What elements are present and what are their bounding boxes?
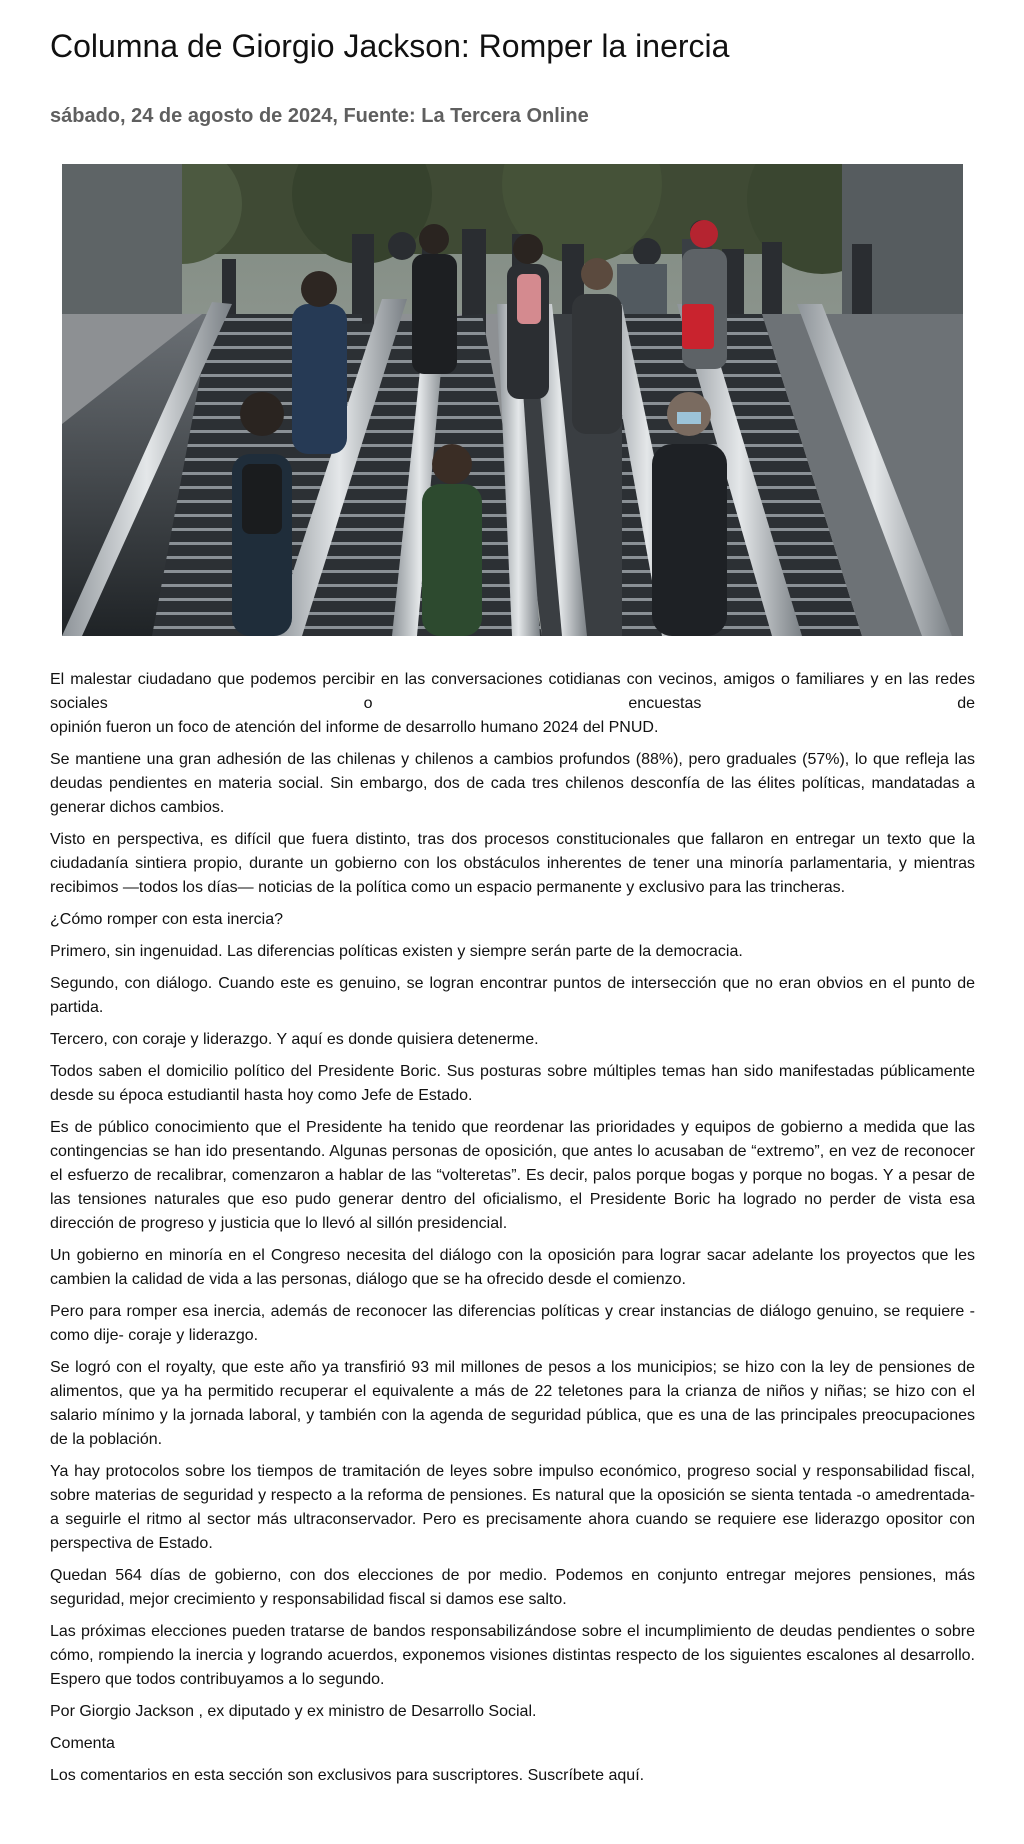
article-photo	[62, 164, 963, 636]
escalators-photo-illustration	[62, 164, 963, 636]
body-paragraph: Se mantiene una gran adhesión de las chilenas y chilenos a cambios profundos (88%), pero graduales (57%), lo que refleja las deudas pendientes en materia social. Sin embargo, dos de cada tres chilenos desconfía de las élites políticas, mandatadas a generar dichos cambios.	[50, 751, 975, 816]
body-paragraph: Segundo, con diálogo. Cuando este es genuino, se logran encontrar puntos de intersección que no eran obvios en el punto de partida.	[50, 975, 975, 1016]
body-paragraph: Quedan 564 días de gobierno, con dos elecciones de por medio. Podemos en conjunto entregar mejores pensiones, más seguridad, mejor crecimiento y responsabilidad fiscal si damos ese salto.	[50, 1567, 975, 1608]
body-paragraph: ¿Cómo romper con esta inercia?	[50, 911, 283, 928]
comments-heading: Comenta	[50, 1735, 115, 1752]
body-paragraph: Tercero, con coraje y liderazgo. Y aquí es donde quisiera detenerme.	[50, 1031, 539, 1048]
article-title: Columna de Giorgio Jackson: Romper la inercia	[50, 28, 730, 64]
body-paragraph: Es de público conocimiento que el Presidente ha tenido que reordenar las prioridades y equipos de gobierno a medida que las contingencias se han ido presentando. Algunas personas de oposición, que antes lo acusaban de “extremo”, en vez de reconocer el esfuerzo de recalibrar, comenzaron a hablar de las “volteretas”. Es decir, palos porque bogas y porque no bogas. Y a pesar de las tensiones naturales que eso pudo generar dentro del oficialismo, el Presidente Boric ha logrado no perder de vista esa dirección de progreso y justicia que lo llevó al sillón presidencial.	[50, 1119, 975, 1232]
body-paragraph: Se logró con el royalty, que este año ya transfirió 93 mil millones de pesos a los municipios; se hizo con la ley de pensiones de alimentos, que ya ha permitido recuperar el equivalente a más de 22 teletones para la crianza de niños y niñas; se hizo con el salario mínimo y la jornada laboral, y también con la agenda de seguridad pública, que es una de las principales preocupaciones de la población.	[50, 1359, 975, 1448]
body-paragraph: Primero, sin ingenuidad. Las diferencias políticas existen y siempre serán parte de la democracia.	[50, 943, 743, 960]
article-dateline: sábado, 24 de agosto de 2024, Fuente: La Tercera Online	[50, 105, 589, 127]
subscriber-notice: Los comentarios en esta sección son exclusivos para suscriptores. Suscríbete aquí.	[50, 1767, 645, 1784]
article-body	[50, 668, 975, 1796]
body-paragraph: Visto en perspectiva, es difícil que fuera distinto, tras dos procesos constitucionales que fallaron en entregar un texto que la ciudadanía sintiera propio, durante un gobierno con los obstáculos inherentes de tener una minoría parlamentaria, y mientras recibimos —todos los días— noticias de la política como un espacio permanente y exclusivo para las trincheras.	[50, 831, 975, 896]
author-line: Por Giorgio Jackson , ex diputado y ex ministro de Desarrollo Social.	[50, 1703, 537, 1720]
body-paragraph: Ya hay protocolos sobre los tiempos de tramitación de leyes sobre impulso económico, progreso social y responsabilidad fiscal, sobre materias de seguridad y respecto a la reforma de pensiones. Es natural que la oposición se sienta tentada -o amedrentada- a seguirle el ritmo al sector más ultraconservador. Pero es precisamente ahora cuando se requiere ese liderazgo opositor con perspectiva de Estado.	[50, 1463, 975, 1552]
body-paragraph: Un gobierno en minoría en el Congreso necesita del diálogo con la oposición para lograr sacar adelante los proyectos que les cambien la calidad de vida a las personas, diálogo que se ha ofrecido desde el comienzo.	[50, 1247, 975, 1288]
body-paragraph: Las próximas elecciones pueden tratarse de bandos responsabilizándose sobre el incumplimiento de deudas pendientes o sobre cómo, rompiendo la inercia y logrando acuerdos, exponemos visiones distintas respecto de los siguientes escalones al desarrollo. Espero que todos contribuyamos a lo segundo.	[50, 1623, 975, 1688]
body-paragraph: Pero para romper esa inercia, además de reconocer las diferencias políticas y crear instancias de diálogo genuino, se requiere -como dije- coraje y liderazgo.	[50, 1303, 975, 1344]
intro-line-2: opinión fueron un foco de atención del informe de desarrollo humano 2024 del PNUD.	[50, 719, 659, 736]
intro-line-1: El malestar ciudadano que podemos percibir en las conversaciones cotidianas con vecinos, amigos o familiares y en las redes sociales o encuestas de	[50, 671, 975, 712]
intro-paragraph	[50, 668, 975, 740]
body-paragraph: Todos saben el domicilio político del Presidente Boric. Sus posturas sobre múltiples temas han sido manifestadas públicamente desde su época estudiantil hasta hoy como Jefe de Estado.	[50, 1063, 975, 1104]
red-bag	[682, 304, 714, 349]
